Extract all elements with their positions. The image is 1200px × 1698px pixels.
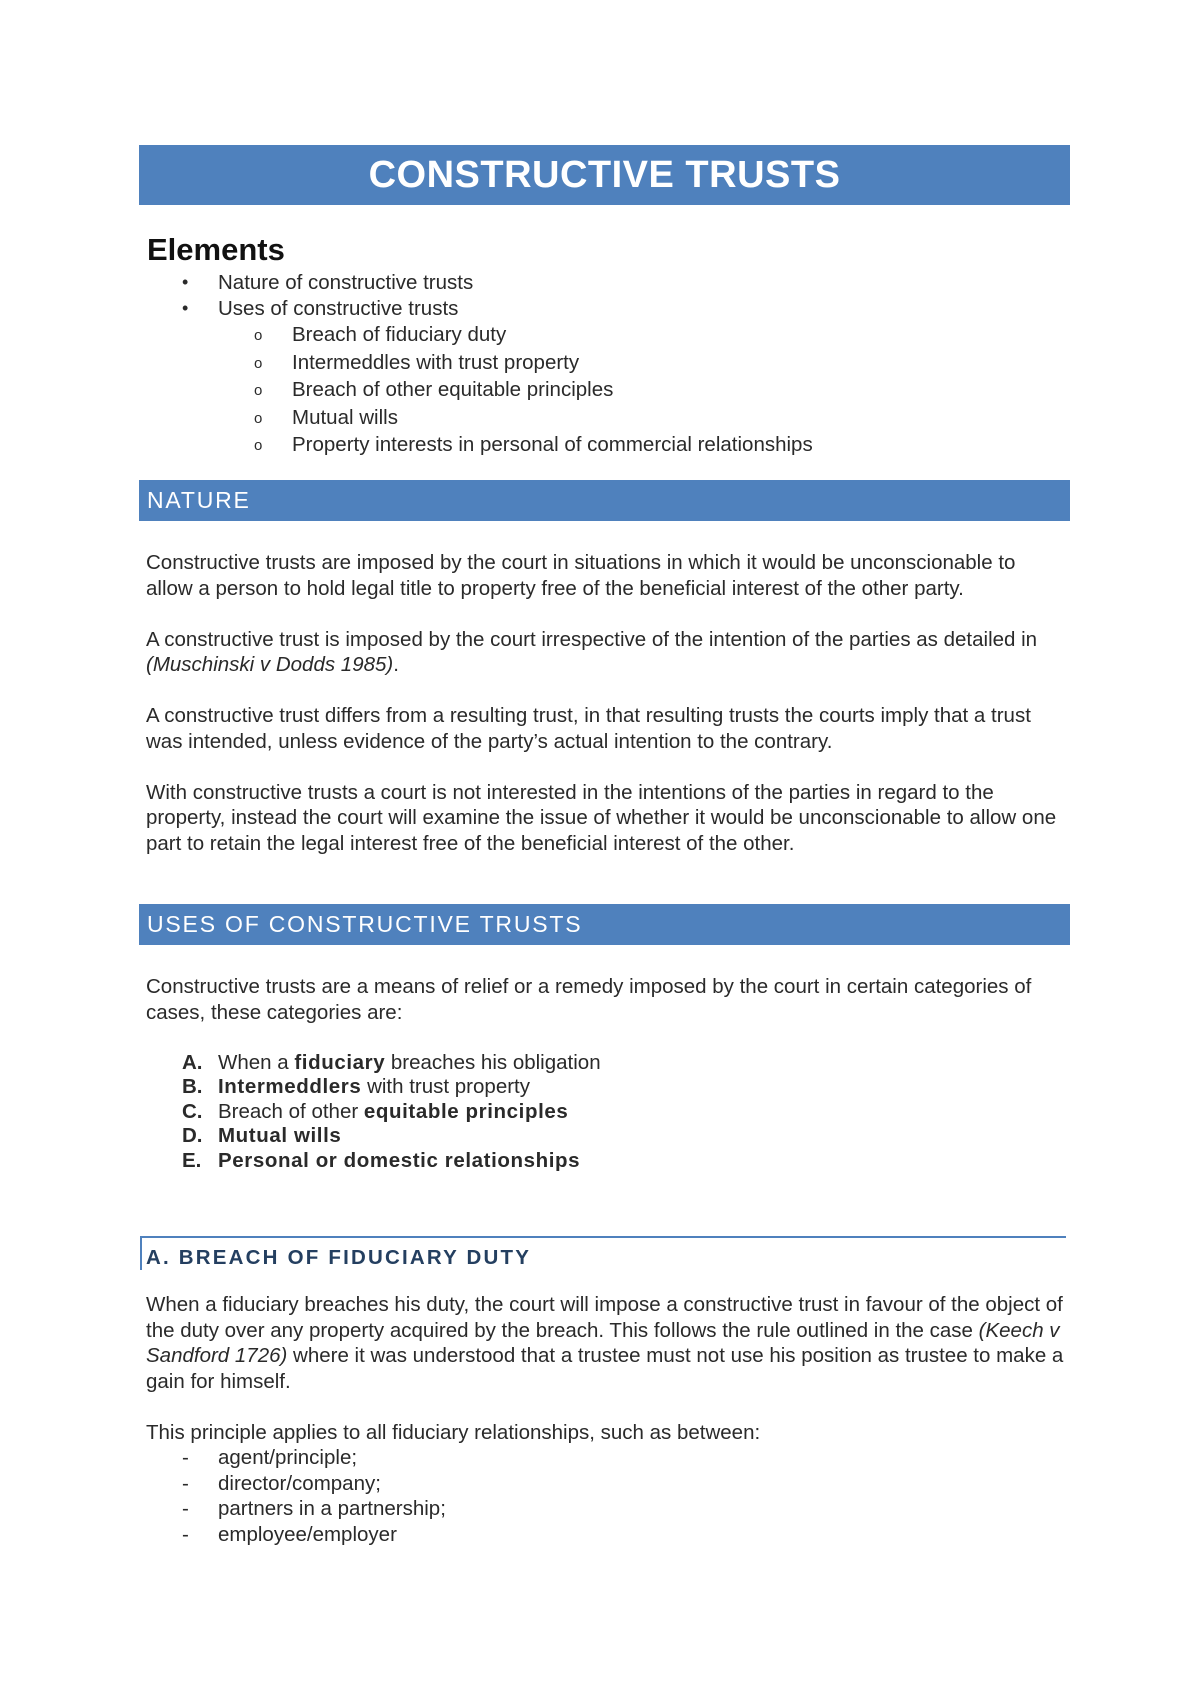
list-item: - partners in a partnership; [182, 1497, 446, 1520]
page-title: CONSTRUCTIVE TRUSTS [368, 154, 841, 196]
breach-paragraph-2: This principle applies to all fiduciary relationships, such as between: [146, 1420, 761, 1444]
circle-bullet-icon: o [254, 382, 263, 400]
uses-banner [139, 904, 1070, 945]
list-item: o Property interests in personal of commercial relationships [146, 431, 813, 459]
list-item: E. Personal or domestic relationships [182, 1148, 581, 1172]
list-item: • Uses of constructive trusts [182, 296, 459, 320]
fiduciary-relationships-list [146, 1445, 1066, 1547]
breach-section [146, 1292, 1066, 1547]
list-item: • Nature of constructive trusts [182, 271, 474, 294]
uses-intro: Constructive trusts are a means of relief or a remedy imposed by the court in certain categories of cases, these categories are: [146, 975, 1032, 1024]
circle-bullet-icon: o [254, 437, 263, 455]
breach-subheading-box [140, 1236, 1066, 1270]
dash-icon: - [182, 1497, 189, 1520]
breach-paragraph-1: When a fiduciary breaches his duty, the court will impose a constructive trust in favour of the object of the duty over any property acquired by the breach. This follows the rule outlined in the case (Keech v Sandford 1726) where it was understood that a trustee must not use his position as trustee to make a gain for himself. [146, 1293, 1064, 1393]
dash-icon: - [182, 1446, 189, 1469]
uses-heading: USES OF CONSTRUCTIVE TRUSTS [147, 911, 583, 937]
nature-section [146, 550, 1066, 882]
list-item: B. Intermeddlers with trust property [182, 1075, 530, 1099]
circle-bullet-icon: o [254, 409, 263, 427]
uses-section [146, 974, 1066, 1173]
case-citation: (Keech v Sandford 1726) [146, 1318, 1060, 1367]
case-citation: (Muschinski v Dodds 1985) [146, 653, 394, 676]
elements-list [146, 270, 813, 459]
circle-bullet-icon: o [254, 354, 263, 372]
elements-heading: Elements [147, 232, 285, 267]
breach-heading: A. BREACH OF FIDUCIARY DUTY [146, 1246, 532, 1269]
list-item: D. Mutual wills [182, 1124, 342, 1148]
circle-bullet-icon: o [254, 327, 263, 344]
list-item: o Intermeddles with trust property [146, 349, 813, 377]
uses-categories-list [146, 1051, 1066, 1174]
list-item: - employee/employer [182, 1522, 397, 1546]
list-item: - agent/principle; [182, 1446, 358, 1469]
dash-icon: - [182, 1522, 189, 1546]
nature-heading: NATURE [147, 487, 251, 513]
list-item: C. Breach of other equitable principles [182, 1099, 569, 1123]
nature-paragraph-1: Constructive trusts are imposed by the court in situations in which it would be unconscionable to allow a person to hold legal title to property free of the beneficial interest of the other party. [146, 551, 1016, 600]
nature-paragraph-2: A constructive trust is imposed by the court irrespective of the intention of the parties as detailed in (Muschinski v Dodds 1985). [146, 627, 1038, 676]
bullet-icon: • [182, 297, 189, 318]
list-item: o Breach of other equitable principles [146, 376, 813, 404]
nature-banner [139, 480, 1070, 521]
list-item: - director/company; [182, 1471, 381, 1495]
list-item: o Breach of fiduciary duty [146, 321, 813, 349]
nature-paragraph-4: With constructive trusts a court is not interested in the intentions of the parties in regard to the property, instead the court will examine the issue of whether it would be unconscionable to allow one part to retain the legal interest free of the beneficial interest of the other. [146, 780, 1057, 855]
sub-list-wrapper [146, 321, 813, 459]
nature-paragraph-3: A constructive trust differs from a resulting trust, in that resulting trusts the courts imply that a trust was intended, unless evidence of the party’s actual intention to the contrary. [146, 704, 1031, 753]
uses-sub-list [146, 321, 813, 459]
title-banner [139, 145, 1070, 205]
bullet-icon: • [182, 272, 189, 292]
dash-icon: - [182, 1471, 189, 1495]
list-item: A. When a fiduciary breaches his obligation [182, 1050, 601, 1074]
list-item: o Mutual wills [146, 404, 813, 432]
